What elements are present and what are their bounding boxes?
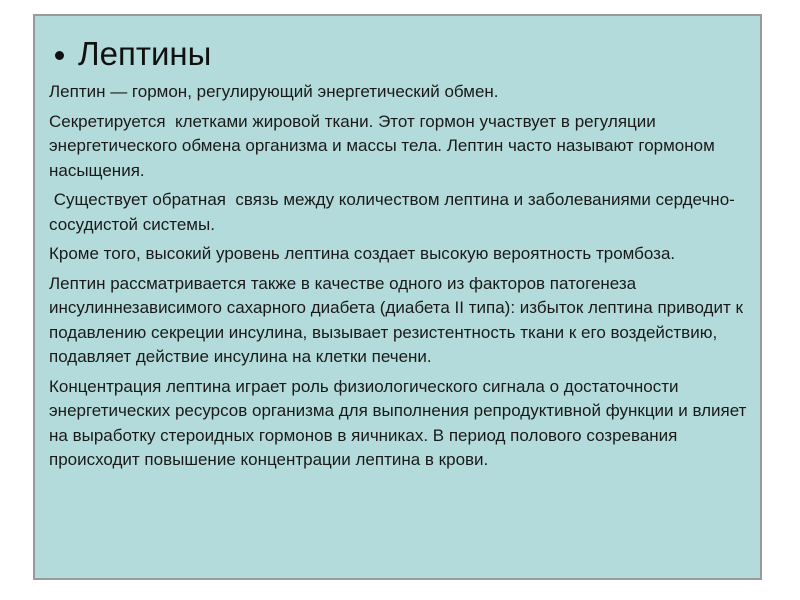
paragraph: Существует обратная связь между количеством лептина и заболеваниями сердечно-сосудистой системы.	[49, 190, 735, 234]
paragraph: Лептин — гормон, регулирующий энергетический обмен.	[49, 82, 499, 101]
slide-title: Лептины	[78, 35, 212, 72]
slide-title-row	[55, 34, 211, 74]
paragraph: Концентрация лептина играет роль физиологического сигнала о достаточности энергетических ресурсов организма для выполнения репродуктивной функции и влияет на выработку стероидных гормонов в яичниках. В период полового созревания происходит повышение концентрации лептина в крови.	[49, 376, 752, 469]
slide-body	[49, 80, 752, 478]
paragraph: Секретируется клетками жировой ткани. Этот гормон участвует в регуляции энергетического обмена организма и массы тела. Лептин часто называют гормоном насыщения.	[49, 111, 720, 180]
paragraph: Лептин рассматривается также в качестве одного из факторов патогенеза инсулиннезависимого сахарного диабета (диабета II типа): избыток лептина приводит к подавлению секреции инсулина, вызывает резистентность ткани к его воздействию, подавляет действие инсулина на клетки печени.	[49, 273, 748, 366]
paragraph: Кроме того, высокий уровень лептина создает высокую вероятность тромбоза.	[49, 244, 676, 263]
slide-panel	[33, 14, 762, 580]
bullet-icon	[55, 51, 64, 60]
